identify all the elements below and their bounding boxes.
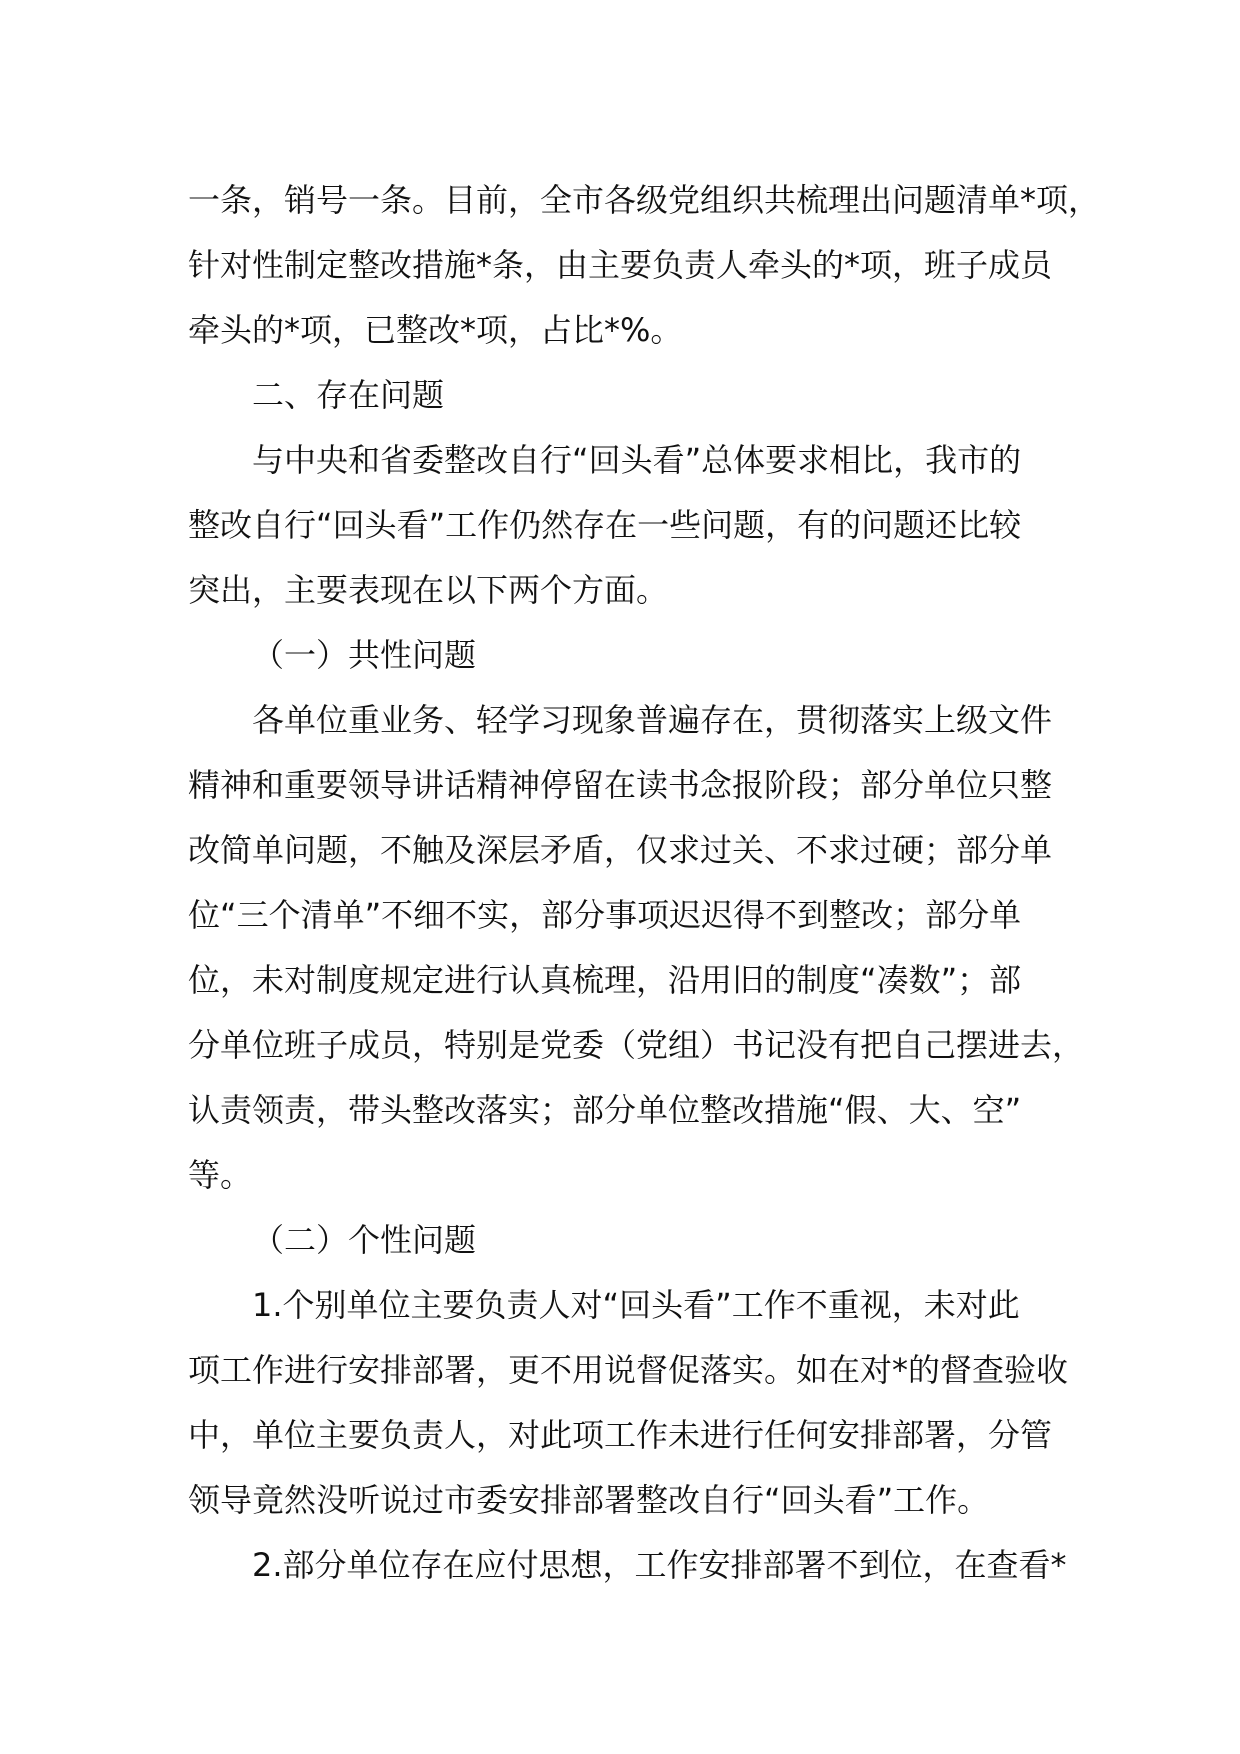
paragraph-line-19: 项工作进行安排部署，更不用说督促落实。如在对*的督查验收 [188,1351,1069,1389]
paragraph-line-18: 1.个别单位主要负责人对“回头看”工作不重视，未对此 [252,1286,1020,1324]
paragraph-line-11: 改简单问题，不触及深层矛盾，仅求过关、不求过硬；部分单 [188,831,1053,869]
paragraph-line-1: 一条，销号一条。目前，全市各级党组织共梳理出问题清单*项， [188,181,1101,219]
paragraph-line-10: 精神和重要领导讲话精神停留在读书念报阶段；部分单位只整 [188,766,1053,804]
subheading-individual-problems: （二）个性问题 [252,1221,477,1259]
document-body [188,168,1101,1598]
paragraph-line-12: 位“三个清单”不细不实，部分事项迟迟得不到整改；部分单 [188,896,1022,934]
paragraph-line-21: 领导竟然没听说过市委安排部署整改自行“回头看”工作。 [188,1481,990,1519]
paragraph-line-3: 牵头的*项，已整改*项，占比*%。 [188,311,683,349]
paragraph-line-6: 整改自行“回头看”工作仍然存在一些问题，有的问题还比较 [188,506,1022,544]
paragraph-line-15: 认责领责，带头整改落实；部分单位整改措施“假、大、空” [188,1091,1022,1129]
paragraph-line-9: 各单位重业务、轻学习现象普遍存在，贯彻落实上级文件 [252,701,1053,739]
paragraph-line-7: 突出，主要表现在以下两个方面。 [188,571,669,609]
section-heading-problems: 二、存在问题 [252,376,445,414]
paragraph-line-20: 中，单位主要负责人，对此项工作未进行任何安排部署，分管 [188,1416,1053,1454]
subheading-common-problems: （一）共性问题 [252,636,477,674]
paragraph-line-22: 2.部分单位存在应付思想，工作安排部署不到位，在查看* [252,1546,1067,1584]
paragraph-line-16: 等。 [188,1156,253,1194]
paragraph-line-14: 分单位班子成员，特别是党委（党组）书记没有把自己摆进去， [188,1026,1085,1064]
paragraph-line-13: 位，未对制度规定进行认真梳理，沿用旧的制度“凑数”；部 [188,961,1022,999]
paragraph-line-2: 针对性制定整改措施*条，由主要负责人牵头的*项，班子成员 [188,246,1053,284]
paragraph-line-5: 与中央和省委整改自行“回头看”总体要求相比，我市的 [252,441,1022,479]
